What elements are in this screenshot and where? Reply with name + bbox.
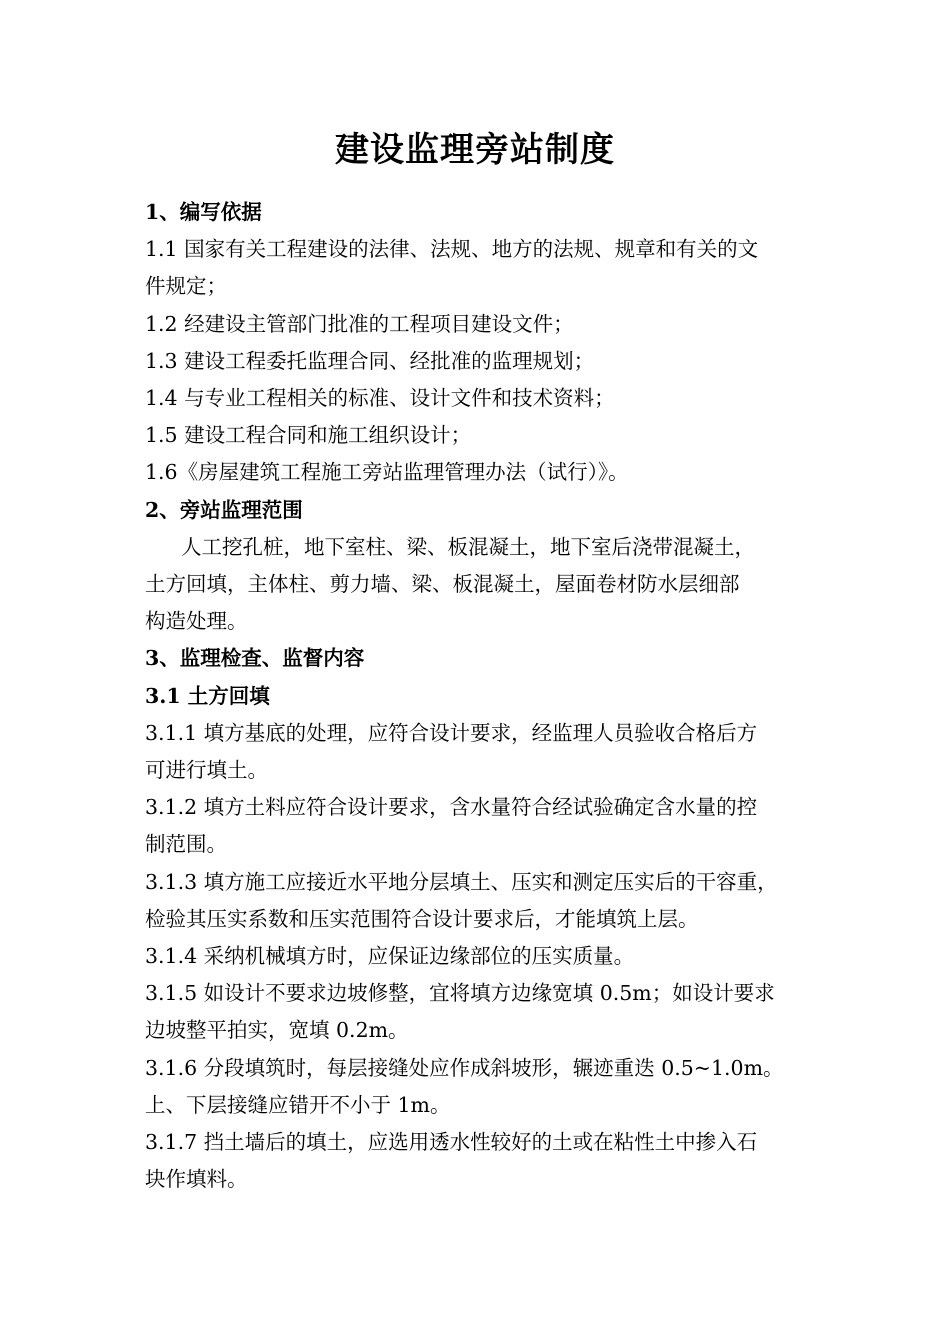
text-line: 可进行填土。 — [145, 758, 268, 783]
document-body — [145, 194, 825, 1198]
text-line: 1.2 经建设主管部门批准的工程项目建设文件； — [145, 311, 574, 336]
text-line: 人工挖孔桩，地下室柱、梁、板混凝土，地下室后浇带混凝土， — [181, 534, 755, 559]
text-line: 3.1.4 采纳机械填方时，应保证边缘部位的压实质量。 — [145, 944, 635, 969]
text-line: 件规定； — [145, 274, 227, 299]
text-line: 1.4 与专业工程相关的标准、设计文件和技术资料； — [145, 386, 615, 411]
section-heading: 3.1 土方回填 — [145, 683, 270, 708]
text-line: 1.6《房屋建筑工程施工旁站监理管理办法（试行）》。 — [145, 460, 629, 485]
text-line: 构造处理。 — [145, 609, 248, 634]
text-line: 3.1.2 填方土料应符合设计要求，含水量符合经试验确定含水量的控 — [145, 795, 758, 820]
text-line: 3.1.6 分段填筑时，每层接缝处应作成斜坡形，辗迹重迭 0.5~1.0m。 — [145, 1055, 784, 1080]
text-line: 1.1 国家有关工程建设的法律、法规、地方的法规、规章和有关的文 — [145, 237, 759, 262]
text-line: 边坡整平拍实，宽填 0.2m。 — [145, 1018, 409, 1043]
text-line: 3.1.5 如设计不要求边坡修整，宜将填方边缘宽填 0.5m；如设计要求 — [145, 981, 775, 1006]
text-line: 上、下层接缝应错开不小于 1m。 — [145, 1092, 451, 1117]
section-heading: 1、编写依据 — [145, 200, 262, 224]
text-line: 3.1.3 填方施工应接近水平地分层填土、压实和测定压实后的干容重， — [145, 869, 778, 894]
text-line: 1.3 建设工程委托监理合同、经批准的监理规划； — [145, 348, 595, 373]
section-heading: 2、旁站监理范围 — [145, 497, 303, 522]
text-line: 土方回填，主体柱、剪力墙、梁、板混凝土，屋面卷材防水层细部 — [145, 572, 740, 597]
text-line: 块作填料。 — [145, 1167, 248, 1192]
text-line: 3.1.1 填方基底的处理，应符合设计要求，经监理人员验收合格后方 — [145, 720, 758, 745]
document-title: 建设监理旁站制度 — [335, 130, 615, 170]
text-line: 检验其压实系数和压实范围符合设计要求后，才能填筑上层。 — [145, 906, 699, 931]
section-heading: 3、监理检查、监督内容 — [145, 646, 365, 671]
text-line: 3.1.7 挡土墙后的填土，应选用透水性较好的土或在粘性土中掺入石 — [145, 1130, 758, 1155]
text-line: 1.5 建设工程合同和施工组织设计； — [145, 423, 472, 448]
text-line: 制范围。 — [145, 832, 227, 857]
